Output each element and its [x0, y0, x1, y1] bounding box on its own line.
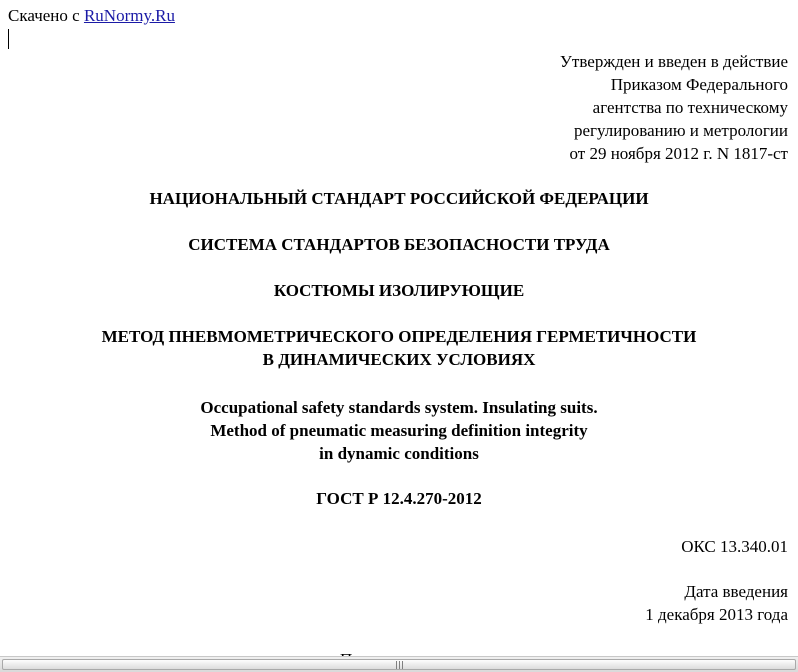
approval-line-2: Приказом Федерального: [610, 75, 788, 94]
text-caret: [8, 29, 9, 49]
title-method-line-1: МЕТОД ПНЕВМОМЕТРИЧЕСКОГО ОПРЕДЕЛЕНИЯ ГЕРМЕТИЧНОСТИ: [101, 327, 697, 346]
scrollbar-grip-icon: [396, 661, 405, 669]
scrollbar-thumb[interactable]: [2, 659, 796, 670]
source-link[interactable]: RuNormy.Ru: [83, 6, 175, 25]
intro-date-label: Дата введения: [684, 582, 788, 601]
gost-number: ГОСТ Р 12.4.270-2012: [316, 489, 482, 508]
english-title-line-3: in dynamic conditions: [319, 444, 479, 463]
approval-line-1: Утвержден и введен в действие: [559, 52, 788, 71]
horizontal-scrollbar[interactable]: [0, 656, 798, 672]
approval-line-5: от 29 ноября 2012 г. N 1817-ст: [569, 144, 788, 163]
english-title-line-1: Occupational safety standards system. Insulating suits.: [200, 398, 598, 417]
title-method-line-2: В ДИНАМИЧЕСКИХ УСЛОВИЯХ: [262, 350, 536, 369]
oks-code: ОКС 13.340.01: [681, 537, 788, 556]
title-national: НАЦИОНАЛЬНЫЙ СТАНДАРТ РОССИЙСКОЙ ФЕДЕРАЦИИ: [149, 189, 649, 208]
intro-date-value: 1 декабря 2013 года: [645, 605, 788, 624]
source-line: [8, 4, 175, 27]
approval-line-3: агентства по техническому: [592, 98, 788, 117]
approval-line-4: регулированию и метрологии: [573, 121, 788, 140]
title-system: СИСТЕМА СТАНДАРТОВ БЕЗОПАСНОСТИ ТРУДА: [188, 235, 610, 254]
english-title-line-2: Method of pneumatic measuring definition integrity: [210, 421, 588, 440]
title-product: КОСТЮМЫ ИЗОЛИРУЮЩИЕ: [273, 281, 525, 300]
source-prefix: Скачено с: [8, 6, 84, 25]
